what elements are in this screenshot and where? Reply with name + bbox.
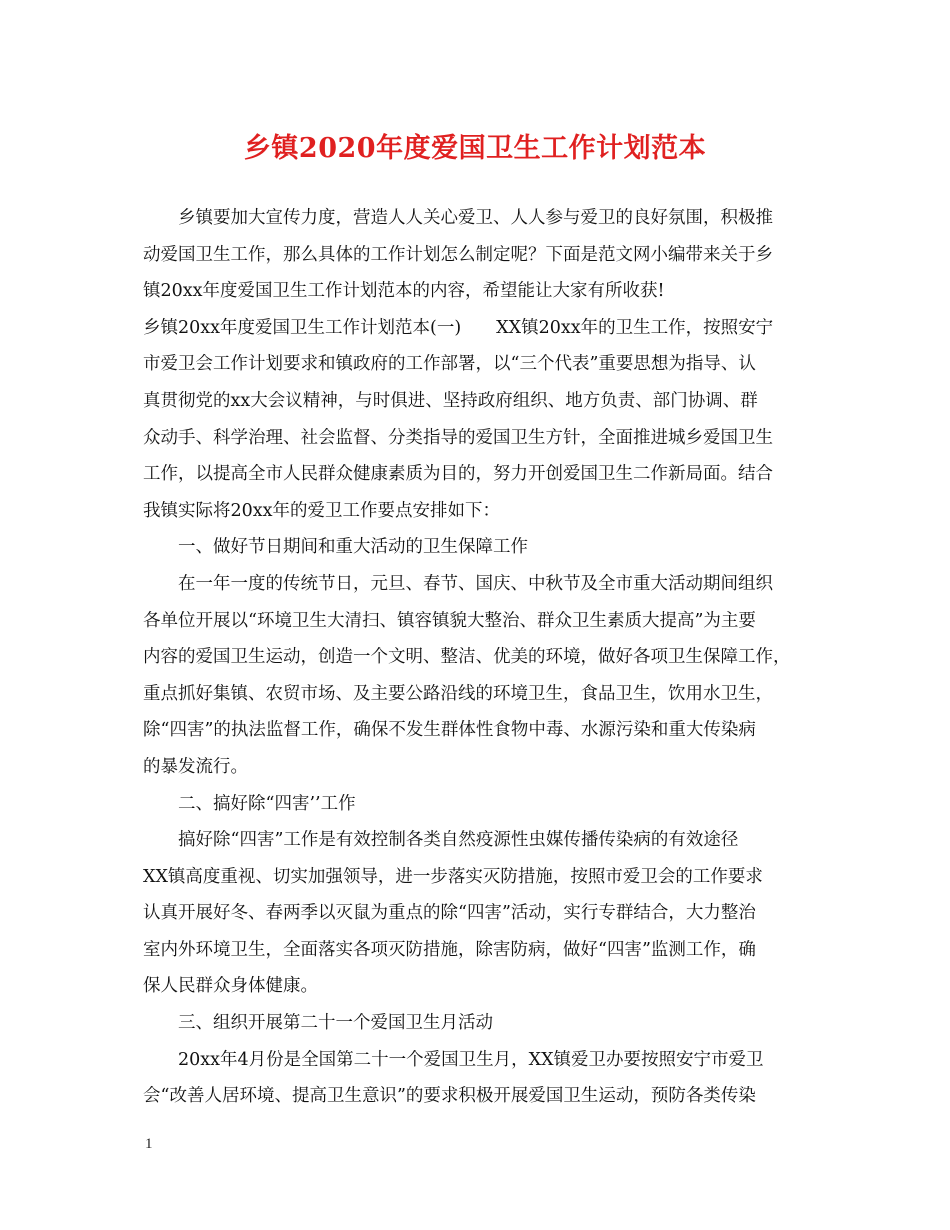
body-line: 工作，以提高全市人民群众健康素质为目的，努力开创爱国卫生二作新局面。结合 bbox=[143, 464, 773, 485]
body-line: 认真开展好冬、春两季以灭鼠为重点的除“四害”活动，实行专群结合，大力整治 bbox=[143, 903, 756, 924]
body-line: 除“四害”的执法监督工作，确保不发生群体性食物中毒、水源污染和重大传染病 bbox=[143, 720, 756, 741]
body-line: 乡镇20xx年度爱国卫生工作计划范本(一) XX镇20xx年的卫生工作，按照安宁 bbox=[143, 317, 774, 338]
body-line: 动爱国卫生工作，那么具体的工作计划怎么制定呢？下面是范文网小编带来关于乡 bbox=[143, 244, 773, 265]
body-line: 重点抓好集镇、农贸市场、及主要公路沿线的环境卫生，食品卫生，饮用水卫生， bbox=[143, 683, 773, 704]
document-title: 乡镇2020年度爱国卫生工作计划范本 bbox=[243, 133, 707, 164]
section-heading: 三、组织开展第二十一个爱国卫生月活动 bbox=[178, 1013, 493, 1034]
body-line: 众动手、科学治理、社会监督、分类指导的爱国卫生方针，全面推进城乡爱国卫生 bbox=[143, 427, 773, 448]
body-line: 搞好除“四害”工作是有效控制各类自然疫源性虫媒传播传染病的有效途径 bbox=[178, 830, 739, 851]
body-line: 我镇实际将20xx年的爱卫工作要点安排如下： bbox=[143, 500, 501, 521]
document-body bbox=[143, 200, 828, 1115]
section-heading: 二、搞好除“四害’’工作 bbox=[178, 793, 356, 814]
body-line: 真贯彻党的xx大会议精神，与时俱进、坚持政府组织、地方负责、部门协调、群 bbox=[143, 390, 758, 411]
body-line: 乡镇要加大宣传力度，营造人人关心爱卫、人人参与爱卫的良好氛围，积极推 bbox=[178, 208, 773, 228]
body-line: 室内外环境卫生，全面落实各项灭防措施，除害防病，做好“四害”监测工作，确 bbox=[143, 939, 756, 960]
body-line: 的暴发流行。 bbox=[143, 756, 248, 777]
body-line: 20xx年4月份是全国第二十一个爱国卫生月，XX镇爱卫办要按照安宁市爱卫 bbox=[178, 1049, 764, 1070]
body-line: 内容的爱国卫生运动，创造一个文明、整洁、优美的环境，做好各项卫生保障工作， bbox=[143, 647, 791, 668]
body-line: 镇20xx年度爱国卫生工作计划范本的内容，希望能让大家有所收获! bbox=[143, 281, 665, 302]
body-line: 保人民群众身体健康。 bbox=[143, 976, 318, 997]
body-line: 在一年一度的传统节日，元旦、春节、国庆、中秋节及全市重大活动期间组织 bbox=[178, 573, 773, 594]
body-line: 会“改善人居环境、提高卫生意识”的要求积极开展爱国卫生运动，预防各类传染 bbox=[143, 1086, 756, 1107]
section-heading: 一、做好节日期间和重大活动的卫生保障工作 bbox=[178, 537, 528, 558]
body-line: XX镇高度重视、切实加强领导，进一步落实灭防措施，按照市爱卫会的工作要求 bbox=[143, 866, 763, 887]
page-number: 1 bbox=[145, 1136, 153, 1152]
body-line: 各单位开展以“环境卫生大清扫、镇容镇貌大整治、群众卫生素质大提高”为主要 bbox=[143, 610, 756, 631]
body-line: 市爱卫会工作计划要求和镇政府的工作部署，以“三个代表”重要思想为指导、认 bbox=[143, 354, 756, 375]
